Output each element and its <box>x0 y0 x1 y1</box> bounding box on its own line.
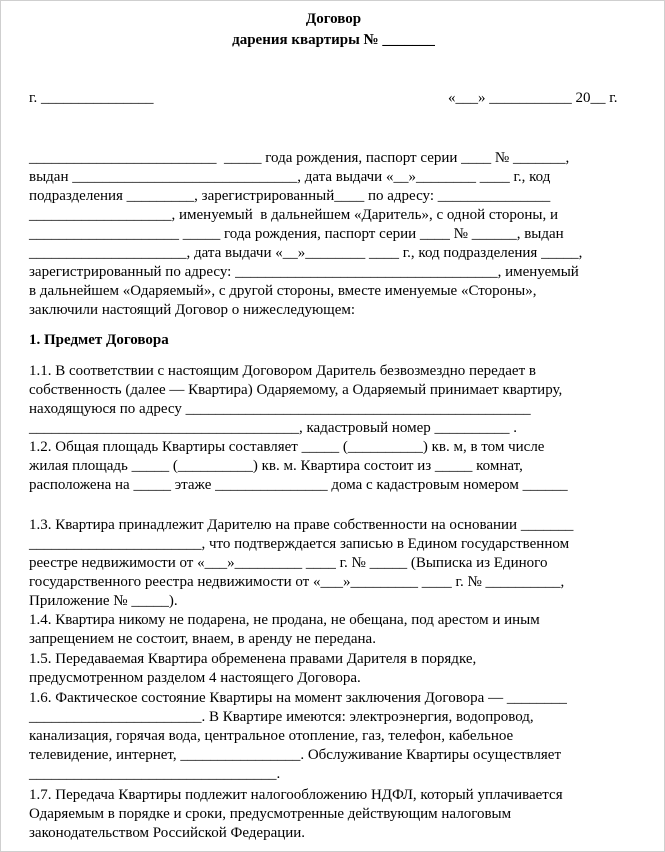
preamble-line: ____________________ _____ года рождения, паспорт серии ____ № ______, выдан <box>29 226 564 242</box>
clause-line: 1.6. Фактическое состояние Квартиры на момент заключения Договора — ________ <box>29 690 567 706</box>
clause-line: 1.4. Квартира никому не подарена, не продана, не обещана, под арестом и иным <box>29 612 540 628</box>
clause-line: 1.5. Передаваемая Квартира обременена правами Дарителя в порядке, <box>29 651 477 667</box>
clause-line: 1.7. Передача Квартиры подлежит налогообложению НДФЛ, который уплачивается <box>29 787 563 803</box>
clause-line: 1.3. Квартира принадлежит Дарителю на праве собственности на основании _______ <box>29 517 574 533</box>
preamble-line: заключили настоящий Договор о нижеследующем: <box>29 302 356 318</box>
clause-line: 1.2. Общая площадь Квартиры составляет _____ (__________) кв. м, в том числе <box>29 439 545 455</box>
clause-line: расположена на _____ этаже _______________ дома с кадастровым номером ______ <box>29 477 568 493</box>
clause-line: предусмотренном разделом 4 настоящего Договора. <box>29 670 361 686</box>
clause-line: Приложение № _____). <box>29 593 178 609</box>
preamble-line: _________________________ _____ года рождения, паспорт серии ____ № _______, <box>29 150 570 166</box>
clause-line: _______________________. В Квартире имеются: электроэнергия, водопровод, <box>29 709 534 725</box>
clause-line: жилая площадь _____ (__________) кв. м. Квартира состоит из _____ комнат, <box>29 458 523 474</box>
clause-line: канализация, горячая вода, центральное отопление, газ, телефон, кабельное <box>29 728 514 744</box>
clause-line: ____________________________________, кадастровый номер __________ . <box>29 420 517 436</box>
preamble-line: _____________________, дата выдачи «__»________ ____ г., код подразделения _____, <box>29 245 583 261</box>
clause-line: находящуюся по адресу ______________________________________________ <box>29 401 531 417</box>
section-heading: 1. Предмет Договора <box>29 332 169 348</box>
clause-line: запрещением не состоит, внаем, в аренду не передана. <box>29 631 376 647</box>
document-title: Договор <box>305 11 362 27</box>
date-field: «___» ___________ 20__ г. <box>448 90 618 106</box>
document-subtitle: дарения квартиры № _______ <box>232 32 435 48</box>
clause-line: телевидение, интернет, ________________. Обслуживание Квартиры осуществляет <box>29 747 562 763</box>
preamble-line: подразделения _________, зарегистрированный____ по адресу: _______________ <box>29 188 551 204</box>
clause-line: 1.1. В соответствии с настоящим Договором Даритель безвозмездно передает в <box>29 363 536 379</box>
clause-line: государственного реестра недвижимости от «___»_________ ____ г. № __________, <box>29 574 565 590</box>
clause-line: _________________________________. <box>29 766 281 782</box>
preamble-line: выдан ______________________________, дата выдачи «__»________ ____ г., код <box>29 169 551 185</box>
place-field: г. _______________ <box>29 90 154 106</box>
clause-line: собственность (далее — Квартира) Одаряемому, а Одаряемый принимает квартиру, <box>29 382 563 398</box>
clause-line: законодательством Российской Федерации. <box>29 825 306 841</box>
clause-line: Одаряемым в порядке и сроки, предусмотренные действующим налоговым <box>29 806 512 822</box>
clause-line: _______________________, что подтверждается записью в Едином государственном <box>29 536 570 552</box>
preamble-line: зарегистрированный по адресу: ___________________________________, именуемый <box>29 264 579 280</box>
preamble-line: в дальнейшем «Одаряемый», с другой стороны, вместе именуемые «Стороны», <box>29 283 537 299</box>
preamble-line: ___________________, именуемый в дальнейшем «Даритель», с одной стороны, и <box>29 207 559 223</box>
clause-line: реестре недвижимости от «___»_________ ____ г. № _____ (Выписка из Единого <box>29 555 548 571</box>
